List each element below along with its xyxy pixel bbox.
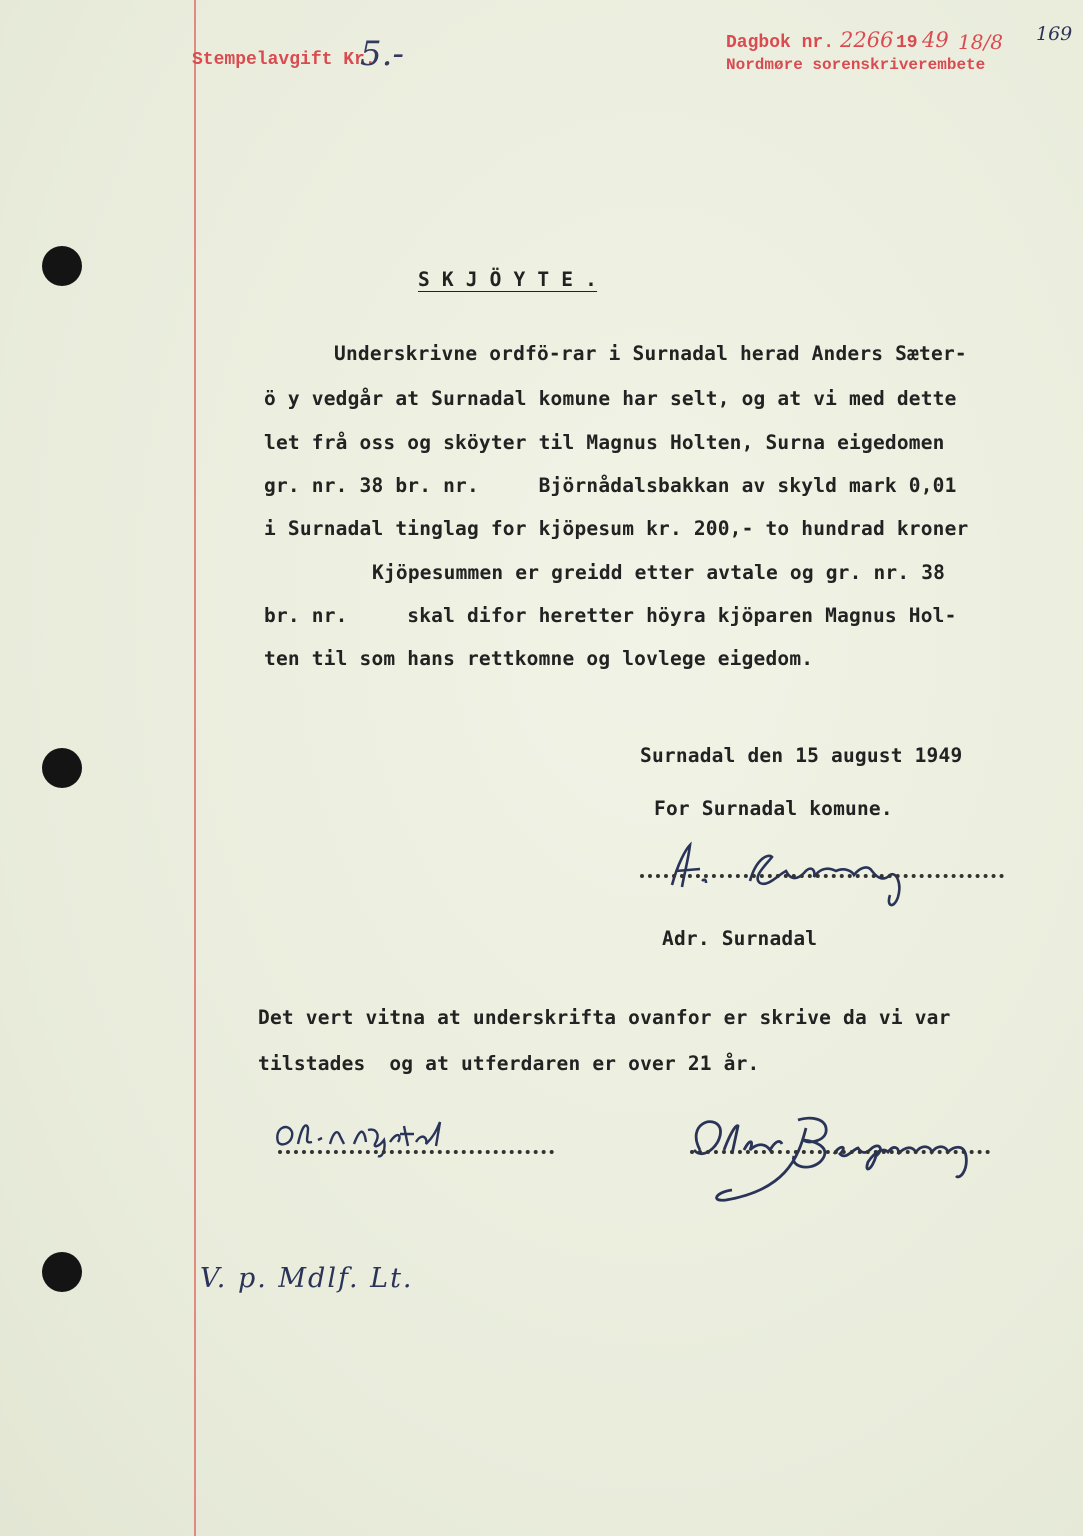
body-line: ten til som hans rettkomne og lovlege eigedom.: [264, 647, 814, 670]
margin-note: V. p. Mdlf. Lt.: [200, 1263, 414, 1294]
stamp-date: 18/8: [958, 30, 1003, 54]
punch-hole: [42, 1252, 82, 1292]
witness-line: Det vert vitna at underskrifta ovanfor er skrive da vi var: [258, 1006, 951, 1029]
dagbok-label: Dagbok nr.: [726, 33, 835, 53]
fee-amount: 5.-: [360, 34, 404, 74]
body-line: Kjöpesummen er greidd etter avtale og gr. nr. 38: [372, 561, 946, 584]
fee-label: Stempelavgift Kr.: [192, 50, 376, 70]
place-date: Surnadal den 15 august 1949: [640, 744, 963, 767]
dagbok-number: 2266: [840, 28, 894, 52]
for-line: For Surnadal komune.: [654, 797, 893, 820]
year-prefix: 19: [896, 33, 918, 53]
witness-line-1: [278, 1150, 554, 1154]
signature-line: [640, 874, 1004, 878]
address: Adr. Surnadal: [662, 927, 818, 950]
body-line: Underskrivne ordfö-rar i Surnadal herad Anders Sæter-: [334, 342, 967, 365]
body-line: let frå oss og sköyter til Magnus Holten, Surna eigedomen: [264, 431, 945, 454]
body-line: i Surnadal tinglag for kjöpesum kr. 200,- to hundrad kroner: [264, 517, 969, 540]
document-title: S K J Ö Y T E .: [418, 268, 598, 291]
punch-hole: [42, 246, 82, 286]
year-suffix: 49: [922, 28, 949, 52]
office-name: Nordmøre sorenskriverembete: [726, 56, 986, 74]
body-line: br. nr. skal difor heretter höyra kjöparen Magnus Hol-: [264, 604, 957, 627]
witness-line-2: [690, 1150, 990, 1154]
punch-hole: [42, 748, 82, 788]
witness-signature-1: [268, 1112, 558, 1162]
witness-signature-2: [680, 1110, 1020, 1210]
body-line: ö y vedgår at Surnadal komune har selt, og at vi med dette: [264, 387, 957, 410]
margin-rule: [194, 0, 196, 1536]
witness-line: tilstades og at utferdaren er over 21 år.: [258, 1052, 760, 1075]
page-number: 169: [1036, 23, 1073, 45]
body-line: gr. nr. 38 br. nr. Björnådalsbakkan av skyld mark 0,01: [264, 474, 957, 497]
